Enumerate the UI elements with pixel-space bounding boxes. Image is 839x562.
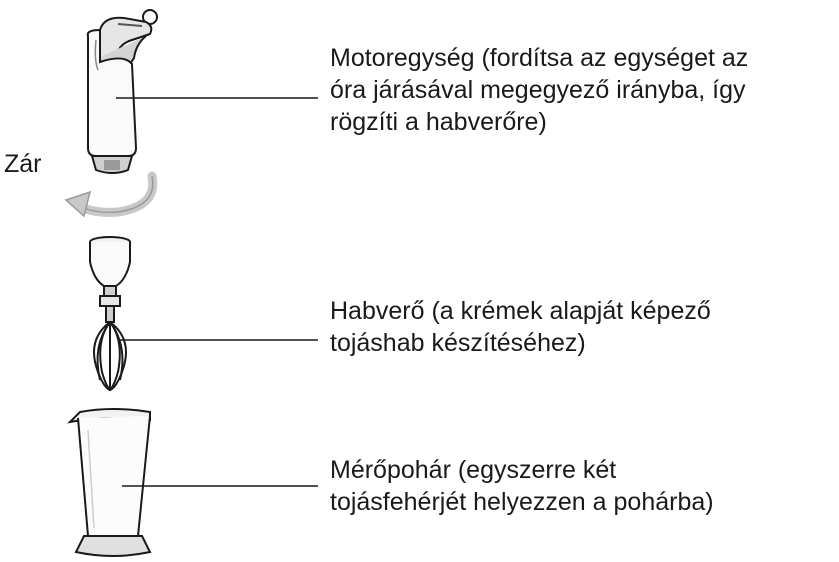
whisk-attachment: [90, 237, 130, 390]
cup-label-line-2: tojásfehérjét helyezzen a pohárba): [330, 488, 714, 516]
measuring-cup: [70, 409, 150, 556]
whisk-label: [330, 295, 711, 359]
cup-label-line-1: Mérőpohár (egyszerre két: [330, 456, 617, 484]
measuring-cup-label: [330, 454, 714, 518]
motor-label-line-3: rögzíti a habverőre): [330, 108, 547, 136]
cup-base: [76, 536, 150, 556]
motor-unit: [88, 10, 157, 173]
whisk-label-line-1: Habverő (a krémek alapját képező: [330, 297, 711, 325]
whisk-wires: [94, 322, 126, 390]
motor-label-line-2: óra járásával megegyező irányba, így: [330, 76, 746, 104]
motor-unit-label: [330, 42, 748, 138]
lock-label: Zár: [4, 150, 42, 178]
whisk-label-line-2: tojáshab készítéséhez): [330, 329, 586, 357]
whisk-gearbox: [90, 242, 130, 286]
motor-label-line-1: Motoregység (fordítsa az egységet az: [330, 44, 749, 72]
rotation-arrow: [66, 176, 153, 216]
